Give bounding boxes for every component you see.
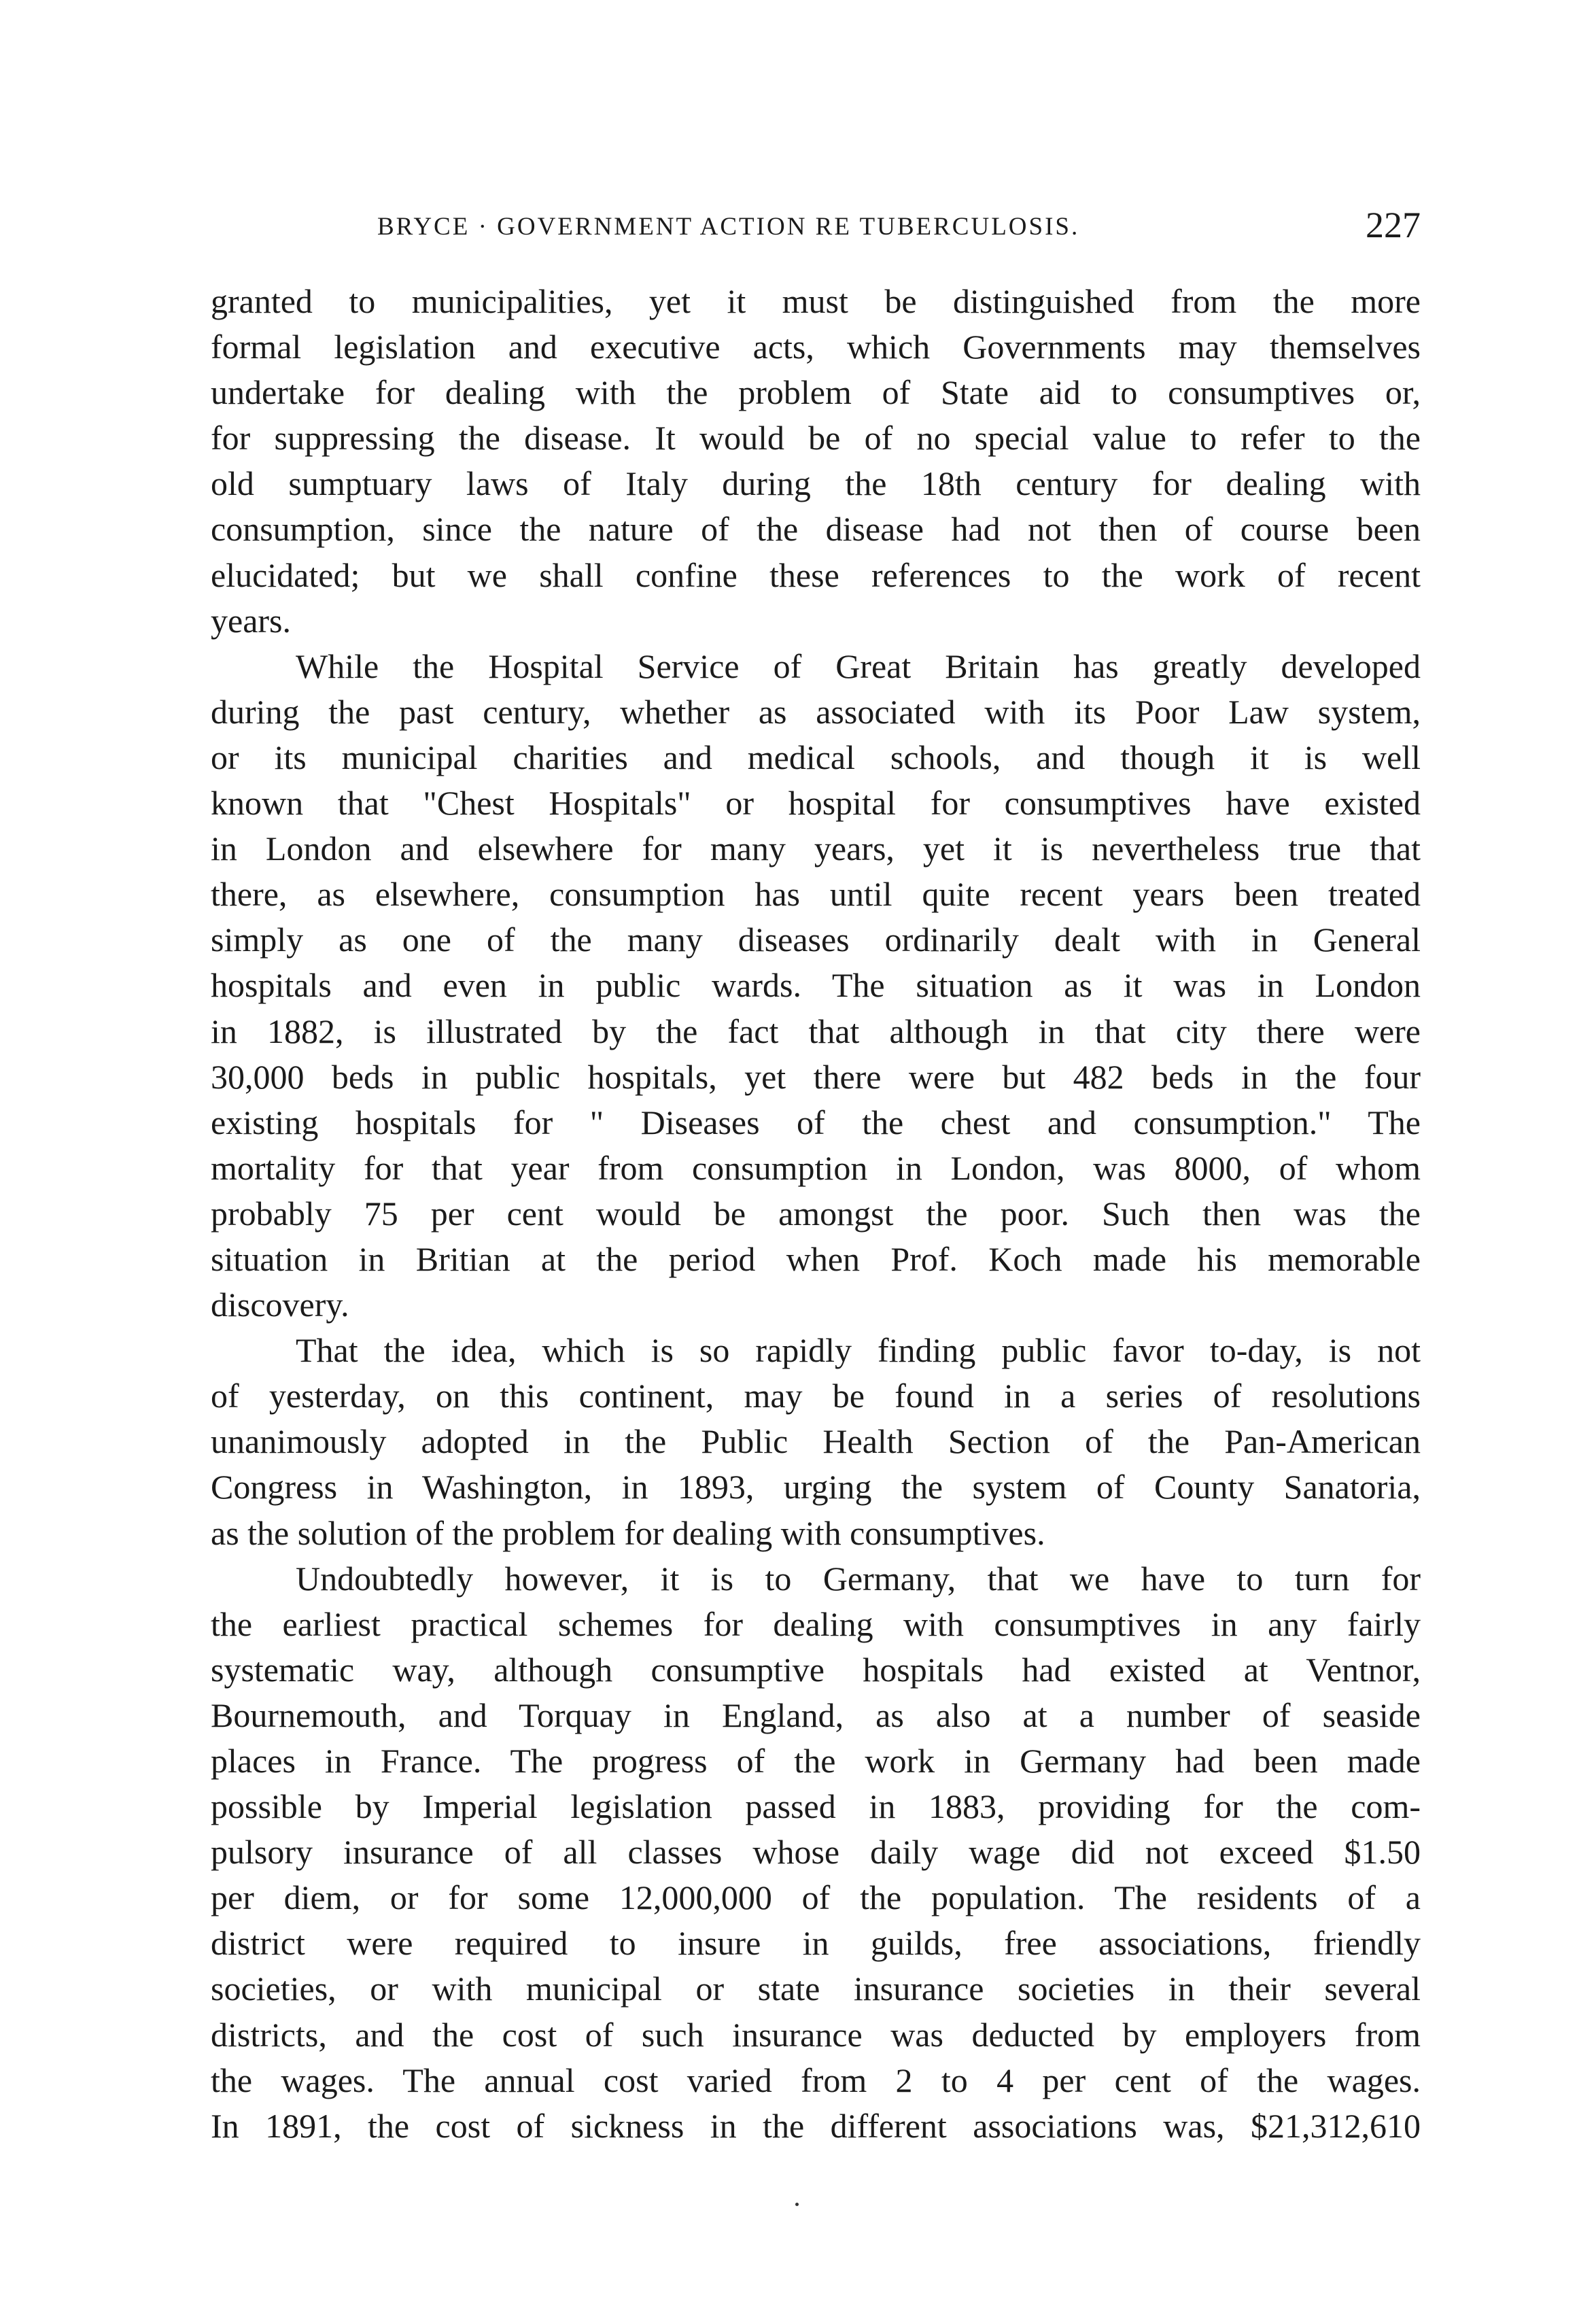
page-number: 227	[1366, 205, 1421, 245]
text-line: Bournemouth, and Torquay in England, as also at a number of seaside	[211, 1696, 1421, 1734]
text-line: societies, or with municipal or state insurance societies in their several	[211, 1969, 1421, 2008]
text-line: hospitals and even in public wards. The situation as it was in London	[211, 966, 1421, 1005]
text-line: places in France. The progress of the work in Germany had been made	[211, 1742, 1421, 1780]
body-text	[211, 279, 1421, 2149]
text-line: granted to municipalities, yet it must be distinguished from the more	[211, 282, 1421, 320]
text-line: situation in Britian at the period when Prof. Koch made his memorable	[211, 1239, 1421, 1278]
text-line: That the idea, which is so rapidly finding public favor to-day, is not	[296, 1331, 1421, 1370]
text-line: Undoubtedly however, it is to Germany, that we have to turn for	[296, 1559, 1421, 1598]
text-line: known that "Chest Hospitals" or hospital for consumptives have existed	[211, 784, 1421, 823]
text-line: districts, and the cost of such insurance was deducted by employers from	[211, 2015, 1421, 2054]
text-line: existing hospitals for " Diseases of the chest and consumption." The	[211, 1103, 1421, 1141]
text-line: possible by Imperial legislation passed in 1883, providing for the com-	[211, 1787, 1421, 1826]
text-line: in London and elsewhere for many years, yet it is nevertheless true that	[211, 829, 1421, 868]
text-line: In 1891, the cost of sickness in the different associations was, $21,312,610	[211, 2106, 1421, 2145]
text-line: years.	[211, 601, 291, 640]
text-line: While the Hospital Service of Great Britain has greatly developed	[296, 647, 1421, 685]
text-line: undertake for dealing with the problem of State aid to consumptives or,	[211, 373, 1421, 412]
text-line: Congress in Washington, in 1893, urging the system of County Sanatoria,	[211, 1468, 1421, 1507]
text-line: in 1882, is illustrated by the fact that although in that city there were	[211, 1012, 1421, 1050]
text-line: 30,000 beds in public hospitals, yet there were but 482 beds in the four	[211, 1057, 1421, 1096]
text-line: during the past century, whether as associated with its Poor Law system,	[211, 692, 1421, 731]
text-line: pulsory insurance of all classes whose daily wage did not exceed $1.50	[211, 1833, 1421, 1872]
text-line: the earliest practical schemes for dealing with consumptives in any fairly	[211, 1604, 1421, 1643]
text-line: elucidated; but we shall confine these references to the work of recent	[211, 555, 1421, 594]
text-line: the wages. The annual cost varied from 2 to 4 per cent of the wages.	[211, 2061, 1421, 2099]
text-line: there, as elsewhere, consumption has until quite recent years been treated	[211, 875, 1421, 914]
text-line: unanimously adopted in the Public Health Section of the Pan-American	[211, 1422, 1421, 1461]
text-line: for suppressing the disease. It would be of no special value to refer to the	[211, 419, 1421, 458]
text-line: per diem, or for some 12,000,000 of the population. The residents of a	[211, 1878, 1421, 1917]
page-header	[211, 204, 1421, 252]
text-line: as the solution of the problem for dealing with consumptives.	[211, 1513, 1045, 1552]
text-line: consumption, since the nature of the disease had not then of course been	[211, 510, 1421, 549]
text-line: simply as one of the many diseases ordinarily dealt with in General	[211, 920, 1421, 959]
text-line: of yesterday, on this continent, may be found in a series of resolutions	[211, 1377, 1421, 1415]
text-line: formal legislation and executive acts, which Governments may themselves	[211, 328, 1421, 366]
text-line: district were required to insure in guilds, free associations, friendly	[211, 1924, 1421, 1963]
running-title: BRYCE · GOVERNMENT ACTION RE TUBERCULOSIS.	[377, 213, 1080, 241]
text-line: old sumptuary laws of Italy during the 18th century for dealing with	[211, 464, 1421, 503]
text-line: systematic way, although consumptive hospitals had existed at Ventnor,	[211, 1650, 1421, 1689]
printer-dot	[795, 2203, 799, 2206]
text-line: discovery.	[211, 1286, 349, 1324]
text-line: or its municipal charities and medical schools, and though it is well	[211, 738, 1421, 776]
text-line: probably 75 per cent would be amongst the poor. Such then was the	[211, 1194, 1421, 1233]
text-line: mortality for that year from consumption in London, was 8000, of whom	[211, 1148, 1421, 1187]
